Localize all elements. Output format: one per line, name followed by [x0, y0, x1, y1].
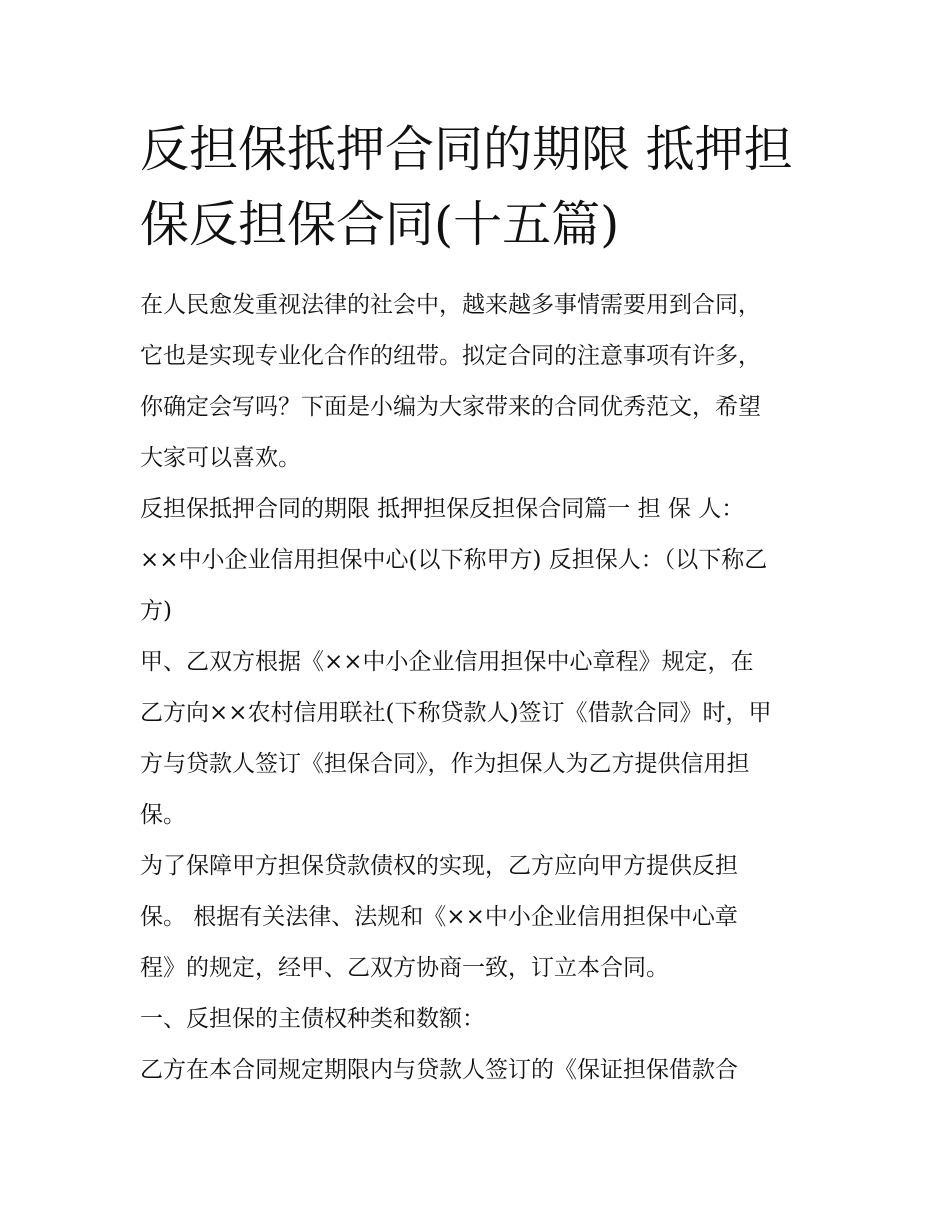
paragraph-basis: 甲、乙双方根据《××中小企业信用担保中心章程》规定，在 乙方向××农村信用联社(下称贷款人)签订《借款合同》时，甲 方与贷款人签订《担保合同》，作为担保人为乙方提供信用担 保。	[140, 649, 772, 828]
document-title: 反担保抵押合同的期限 抵押担保反担保合同(十五篇)	[140, 121, 793, 253]
document-body	[140, 280, 820, 1096]
paragraph-parties: 反担保抵押合同的期限 抵押担保反担保合同篇一 担 保 人： ××中小企业信用担保中心(以下称甲方) 反担保人：（以下称乙 方)	[140, 496, 768, 624]
paragraph-section-1: 乙方在本合同规定期限内与贷款人签订的《保证担保借款合	[140, 1057, 738, 1083]
paragraph-purpose: 为了保障甲方担保贷款债权的实现，乙方应向甲方提供反担 保。 根据有关法律、法规和《××中小企业信用担保中心章 程》的规定，经甲、乙双方协商一致，订立本合同。	[140, 853, 738, 981]
document-page	[140, 112, 820, 1096]
section-heading-1: 一、反担保的主债权种类和数额：	[140, 1006, 485, 1032]
paragraph-intro: 在人民愈发重视法律的社会中，越来越多事情需要用到合同， 它也是实现专业化合作的纽带。拟定合同的注意事项有许多， 你确定会写吗？下面是小编为大家带来的合同优秀范文，希望 大家可以喜欢。	[140, 292, 761, 471]
